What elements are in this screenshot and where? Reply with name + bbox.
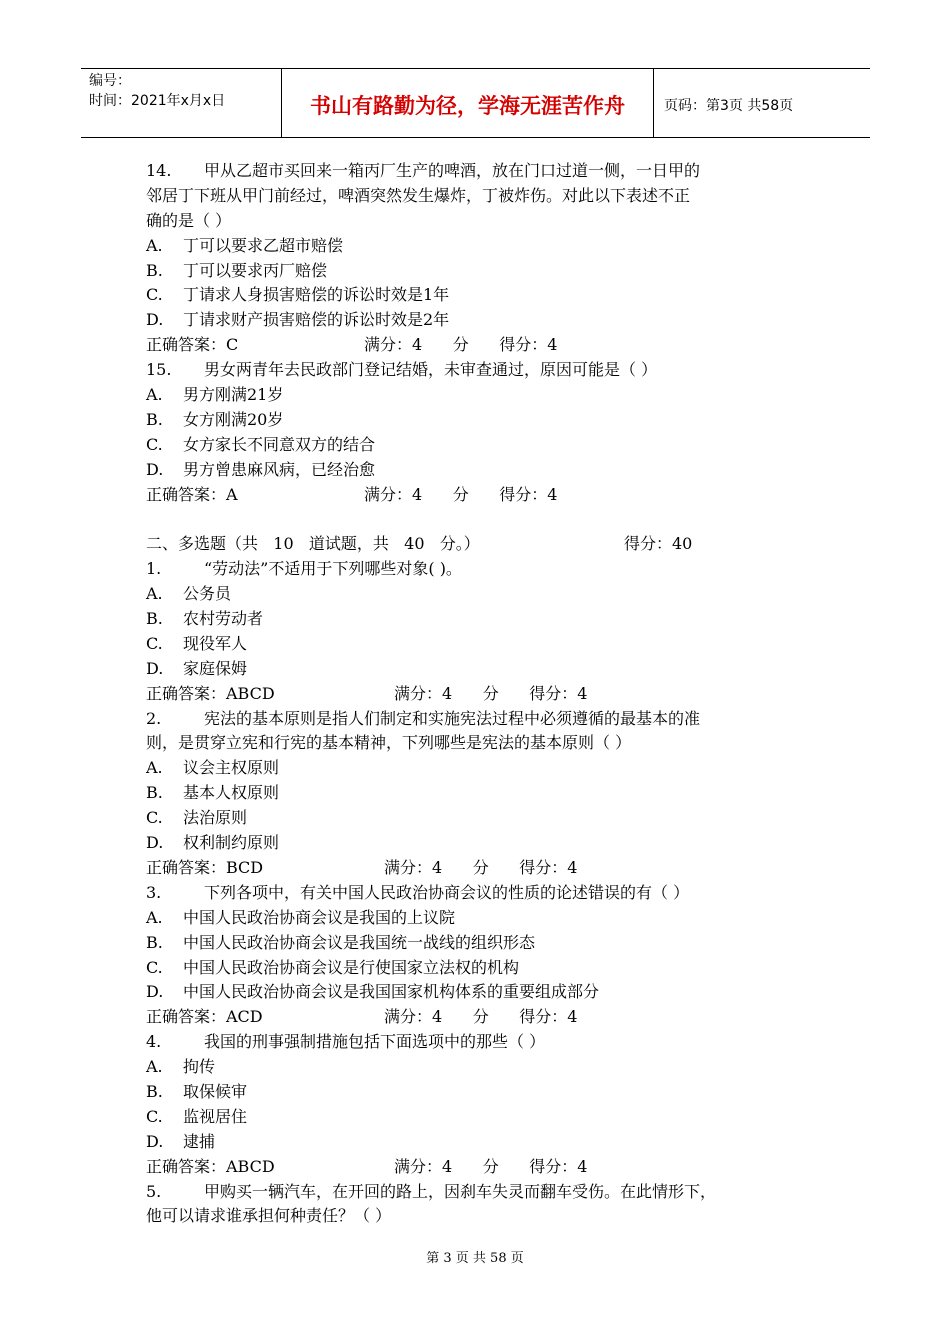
answer-option	[146, 781, 816, 806]
option-text: 丁可以要求乙超市赔偿	[183, 235, 344, 255]
option-text: 男方刚满21岁	[183, 385, 284, 405]
option-text: 农村劳动者	[183, 609, 264, 629]
answer-option	[146, 1130, 816, 1155]
option-text: 中国人民政治协商会议是行使国家立法权的机构	[183, 957, 520, 977]
option-letter: A.	[146, 385, 163, 405]
section-title: 二、多选题（共 10 道试题，共 40 分。）	[146, 534, 480, 554]
option-letter: D.	[146, 658, 164, 678]
answer-option	[146, 383, 816, 408]
question-number: 5.	[146, 1181, 162, 1201]
answer-row	[146, 483, 816, 508]
answer-row	[146, 682, 816, 707]
option-letter: A.	[146, 758, 163, 778]
answer-row	[146, 333, 816, 358]
section-score: 得分：40	[624, 534, 693, 554]
option-text: 权利制约原则	[183, 833, 280, 853]
question-text: “劳动法”不适用于下列哪些对象( )。	[204, 559, 462, 579]
answer-option	[146, 1105, 816, 1130]
option-text: 丁请求人身损害赔偿的诉讼时效是1年	[183, 285, 450, 305]
header-meta	[81, 69, 282, 137]
score-info: 满分：4 分 得分：4	[384, 857, 578, 877]
option-letter: C.	[146, 957, 163, 977]
option-letter: B.	[146, 409, 163, 429]
option-text: 丁请求财产损害赔偿的诉讼时效是2年	[183, 310, 450, 330]
page-footer: 第 3 页 共 58 页	[426, 1251, 524, 1266]
option-text: 监视居住	[183, 1106, 248, 1126]
question-number: 3.	[146, 882, 162, 902]
answer-row	[146, 1155, 816, 1180]
question-stem	[146, 881, 816, 906]
option-letter: C.	[146, 1106, 163, 1126]
question-text-continued: 则，是贯穿立宪和行宪的基本精神，下列哪些是宪法的基本原则（ ）	[146, 733, 632, 753]
option-text: 女方家长不同意双方的结合	[183, 434, 376, 454]
section-heading	[146, 532, 816, 557]
option-text: 现役军人	[183, 633, 248, 653]
score-info: 满分：4 分 得分：4	[364, 484, 558, 504]
page-header	[81, 68, 870, 138]
correct-answer: 正确答案：ACD	[146, 1007, 263, 1027]
option-text: 议会主权原则	[183, 758, 280, 778]
question-stem	[146, 1180, 816, 1205]
answer-option	[146, 831, 816, 856]
question-number: 4.	[146, 1032, 162, 1052]
answer-option	[146, 1055, 816, 1080]
option-text: 中国人民政治协商会议是我国国家机构体系的重要组成部分	[183, 982, 600, 1002]
correct-answer: 正确答案：ABCD	[146, 683, 275, 703]
answer-option	[146, 234, 816, 259]
option-letter: C.	[146, 285, 163, 305]
score-info: 满分：4 分 得分：4	[384, 1007, 578, 1027]
option-letter: D.	[146, 310, 164, 330]
answer-option	[146, 906, 816, 931]
answer-option	[146, 657, 816, 682]
answer-option	[146, 806, 816, 831]
question-stem	[146, 159, 816, 184]
answer-option	[146, 259, 816, 284]
option-letter: A.	[146, 1057, 163, 1077]
option-text: 中国人民政治协商会议是我国统一战线的组织形态	[183, 932, 536, 952]
question-stem	[146, 707, 816, 732]
option-text: 中国人民政治协商会议是我国的上议院	[183, 907, 456, 927]
answer-option	[146, 607, 816, 632]
option-letter: A.	[146, 907, 163, 927]
answer-option	[146, 756, 816, 781]
answer-option	[146, 980, 816, 1005]
option-letter: D.	[146, 982, 164, 1002]
question-text: 宪法的基本原则是指人们制定和实施宪法过程中必须遵循的最基本的准	[204, 708, 701, 728]
option-letter: B.	[146, 609, 163, 629]
correct-answer: 正确答案：A	[146, 484, 238, 504]
question-text: 甲从乙超市买回来一箱丙厂生产的啤酒，放在门口过道一侧，一日甲的	[204, 161, 701, 180]
header-motto: 书山有路勤为径，学海无涯苦作舟	[282, 69, 654, 137]
question-text-continued: 他可以请求谁承担何种责任？（ ）	[146, 1206, 392, 1226]
option-text: 取保候审	[183, 1081, 248, 1101]
option-letter: B.	[146, 932, 163, 952]
answer-row	[146, 856, 816, 881]
option-text: 基本人权原则	[183, 783, 280, 803]
answer-option	[146, 408, 816, 433]
time-label: 时间：2021年x月x日	[89, 93, 226, 109]
score-info: 满分：4 分 得分：4	[394, 1156, 588, 1176]
answer-option	[146, 458, 816, 483]
question-text: 我国的刑事强制措施包括下面选项中的那些（ ）	[204, 1032, 546, 1052]
header-page-info: 页码：第3页 共58页	[664, 98, 794, 114]
question-number: 15.	[146, 360, 172, 380]
option-text: 女方刚满20岁	[183, 409, 284, 429]
number-label: 编号：	[89, 73, 131, 89]
option-letter: B.	[146, 260, 163, 280]
question-stem	[146, 557, 816, 582]
answer-option	[146, 283, 816, 308]
answer-option	[146, 1080, 816, 1105]
option-letter: D.	[146, 833, 164, 853]
option-text: 公务员	[183, 584, 232, 604]
correct-answer: 正确答案：BCD	[146, 857, 264, 877]
correct-answer: 正确答案：ABCD	[146, 1156, 275, 1176]
option-text: 法治原则	[183, 808, 248, 828]
answer-option	[146, 632, 816, 657]
answer-option	[146, 433, 816, 458]
option-text: 男方曾患麻风病，已经治愈	[183, 459, 376, 479]
answer-row	[146, 1005, 816, 1030]
option-letter: C.	[146, 434, 163, 454]
option-letter: D.	[146, 459, 164, 479]
option-text: 家庭保姆	[183, 658, 248, 678]
option-letter: B.	[146, 783, 163, 803]
correct-answer: 正确答案：C	[146, 335, 239, 355]
question-text: 甲购买一辆汽车，在开回的路上，因刹车失灵而翻车受伤。在此情形下，	[204, 1181, 717, 1201]
question-stem	[146, 1030, 816, 1055]
score-info: 满分：4 分 得分：4	[394, 683, 588, 703]
option-letter: A.	[146, 235, 163, 255]
option-text: 逮捕	[183, 1131, 216, 1151]
document-body	[146, 159, 816, 1229]
option-letter: B.	[146, 1081, 163, 1101]
question-text-continued: 确的是（ ）	[146, 210, 232, 230]
question-text-continued: 邻居丁下班从甲门前经过，啤酒突然发生爆炸，丁被炸伤。对此以下表述不正	[146, 185, 691, 205]
answer-option	[146, 308, 816, 333]
score-info: 满分：4 分 得分：4	[364, 335, 558, 355]
question-stem	[146, 358, 816, 383]
blank-line	[146, 507, 816, 532]
question-text: 下列各项中，有关中国人民政治协商会议的性质的论述错误的有（ ）	[204, 882, 690, 902]
answer-option	[146, 931, 816, 956]
question-number: 14.	[146, 161, 172, 180]
question-number: 1.	[146, 559, 162, 579]
question-number: 2.	[146, 708, 162, 728]
option-letter: C.	[146, 808, 163, 828]
question-text: 男女两青年去民政部门登记结婚，未审查通过，原因可能是（ ）	[204, 360, 658, 380]
option-text: 拘传	[183, 1057, 216, 1077]
answer-option	[146, 582, 816, 607]
option-letter: A.	[146, 584, 163, 604]
option-letter: D.	[146, 1131, 164, 1151]
option-text: 丁可以要求丙厂赔偿	[183, 260, 328, 280]
option-letter: C.	[146, 633, 163, 653]
answer-option	[146, 956, 816, 981]
